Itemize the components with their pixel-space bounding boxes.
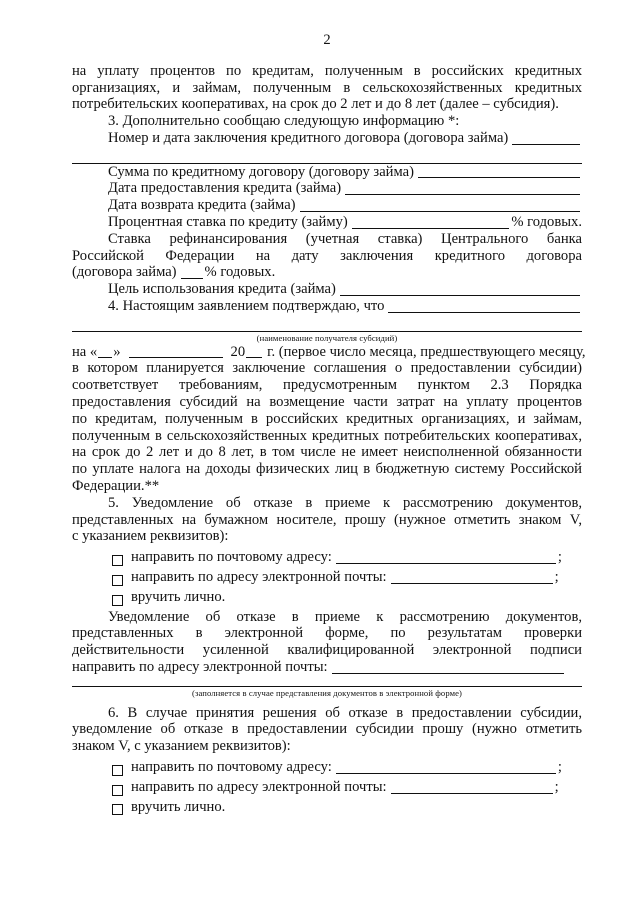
interest-rate-field[interactable] <box>352 215 510 229</box>
intro-line-2: организациях, и займам, полученным в сельскохозяйственных кредитных <box>72 79 582 96</box>
interest-rate-label: Процентная ставка по кредиту (займу) <box>108 213 348 230</box>
loan-number-label: Номер и дата заключения кредитного договора (договора займа) <box>108 129 509 146</box>
interest-rate-suffix: % годовых. <box>511 213 582 230</box>
date-return-label: Дата возврата кредита (займа) <box>108 197 296 214</box>
end-mark: ; <box>557 549 562 566</box>
s4-last-line: Федерации.** <box>72 477 160 494</box>
email-field[interactable] <box>391 570 553 584</box>
refinancing-rate-row <box>72 264 582 281</box>
loan-sum-label: Сумма по кредитному договору (договору займа) <box>108 163 414 180</box>
option-label: направить по почтовому адресу: <box>131 759 332 776</box>
date-row <box>72 343 586 361</box>
postal-address-field[interactable] <box>336 760 556 774</box>
option-label: вручить лично. <box>131 798 226 815</box>
s5-option-email <box>72 569 582 586</box>
checkbox[interactable] <box>112 785 123 796</box>
end-mark: ; <box>557 759 562 776</box>
s6-line-2: уведомление об отказе в предоставлении субсидии прошу (нужно отметить <box>72 721 582 738</box>
purpose-row <box>72 281 582 298</box>
postal-address-field[interactable] <box>336 550 556 564</box>
s5-option-personal <box>72 589 582 606</box>
date-prefix: на « <box>72 343 98 360</box>
s5-line-1: 5. Уведомление об отказе в приеме к рассмотрению документов, <box>108 494 582 511</box>
date-given-row <box>72 180 582 197</box>
checkbox[interactable] <box>112 575 123 586</box>
email-field[interactable] <box>391 780 553 794</box>
refinancing-rate-field[interactable] <box>181 265 203 279</box>
s6-line-1: 6. В случае принятия решения об отказе в предоставлении субсидии, <box>108 704 582 721</box>
loan-number-field-continued[interactable] <box>72 147 582 164</box>
checkbox[interactable] <box>112 555 123 566</box>
confirm-field[interactable] <box>388 299 580 313</box>
s5-line-2: представленных на бумажном носителе, прошу (нужное отметить знаком V, <box>72 511 582 528</box>
s4-line-4: по кредитам, полученным в российских кредитных организациях, и займам, <box>72 410 582 427</box>
s6-option-post <box>72 759 582 776</box>
purpose-label: Цель использования кредита (займа) <box>108 281 336 298</box>
end-mark: ; <box>554 778 559 795</box>
s5-line-3: с указанием реквизитов): <box>72 528 229 545</box>
s4-line-7: по уплате налога на доходы физических лиц в бюджетную систему Российской <box>72 461 582 478</box>
s5-electronic-email-row <box>72 659 582 676</box>
date-given-label: Дата предоставления кредита (займа) <box>108 180 342 197</box>
electronic-caption: (заполняется в случае представления документов в электронной форме) <box>191 687 463 698</box>
date-return-field[interactable] <box>300 198 580 212</box>
date-return-row <box>72 197 582 214</box>
intro-line-1: на уплату процентов по кредитам, полученным в российских кредитных <box>72 62 582 79</box>
s6-option-personal <box>72 799 582 816</box>
option-label: направить по почтовому адресу: <box>131 549 332 566</box>
refinancing-suffix: % годовых. <box>204 264 276 281</box>
option-label: вручить лично. <box>131 588 226 605</box>
electronic-email-field[interactable] <box>332 660 564 674</box>
checkbox[interactable] <box>112 804 123 815</box>
checkbox[interactable] <box>112 595 123 606</box>
page-number: 2 <box>323 32 331 48</box>
option-label: направить по адресу электронной почты: <box>131 568 387 585</box>
section-3-heading: 3. Дополнительно сообщаю следующую информацию *: <box>108 113 460 130</box>
s6-line-3: знаком V, с указанием реквизитов): <box>72 738 291 755</box>
end-mark: ; <box>554 568 559 585</box>
s6-option-email <box>72 779 582 796</box>
day-field[interactable] <box>98 344 112 358</box>
checkbox[interactable] <box>112 765 123 776</box>
section-4-row <box>72 298 582 315</box>
loan-sum-field[interactable] <box>418 164 580 178</box>
loan-sum-row <box>72 164 582 181</box>
refinancing-line-2: Российской Федерации на дату заключения кредитного договора <box>72 247 582 264</box>
year-field[interactable] <box>246 344 262 358</box>
s4-line-3: предоставления субсидий на возмещение части затрат на уплату процентов <box>72 393 582 410</box>
month-field[interactable] <box>129 344 223 358</box>
s4-line-2: соответствует требованиям, предусмотренным пунктом 2.3 Порядка <box>72 377 582 394</box>
date-mid: » <box>113 343 121 360</box>
s5-electronic-line-1: Уведомление об отказе в приеме к рассмотрению документов, <box>108 608 582 625</box>
recipient-name-field[interactable] <box>72 315 582 332</box>
s4-line-5: полученным в сельскохозяйственных кредитных потребительских кооперативах, <box>72 427 582 444</box>
recipient-caption: (наименование получателя субсидий) <box>256 332 398 343</box>
refinancing-line-1: Ставка рефинансирования (учетная ставка) Центрального банка <box>108 230 582 247</box>
interest-rate-row <box>72 214 582 231</box>
loan-number-field[interactable] <box>512 131 580 145</box>
intro-line-3: потребительских кооперативах, на срок до 2 лет и до 8 лет (далее – субсидия). <box>72 96 559 113</box>
year-prefix: 20 <box>230 343 246 360</box>
date-given-field[interactable] <box>345 181 580 195</box>
s5-electronic-line-3: действительности усиленной квалифицированной электронной подписи <box>72 642 582 659</box>
date-tail: г. (первое число месяца, предшествующего месяцу, <box>267 343 586 360</box>
option-label: направить по адресу электронной почты: <box>131 778 387 795</box>
s4-line-6: на срок до 2 лет и до 8 лет, в том числе не имеет неисполненной обязанности <box>72 444 582 461</box>
s5-electronic-line-2: представленных в электронной форме, по результатам проверки <box>72 625 582 642</box>
section-4-heading: 4. Настоящим заявлением подтверждаю, что <box>108 297 385 314</box>
s5-option-post <box>72 549 582 566</box>
s4-line-1: в котором планируется заключение соглашения о предоставлении субсидии) <box>72 360 582 377</box>
electronic-email-label: направить по адресу электронной почты: <box>72 658 328 675</box>
purpose-field[interactable] <box>340 282 580 296</box>
loan-number-row <box>72 130 582 147</box>
refinancing-prefix: (договора займа) <box>72 264 177 281</box>
